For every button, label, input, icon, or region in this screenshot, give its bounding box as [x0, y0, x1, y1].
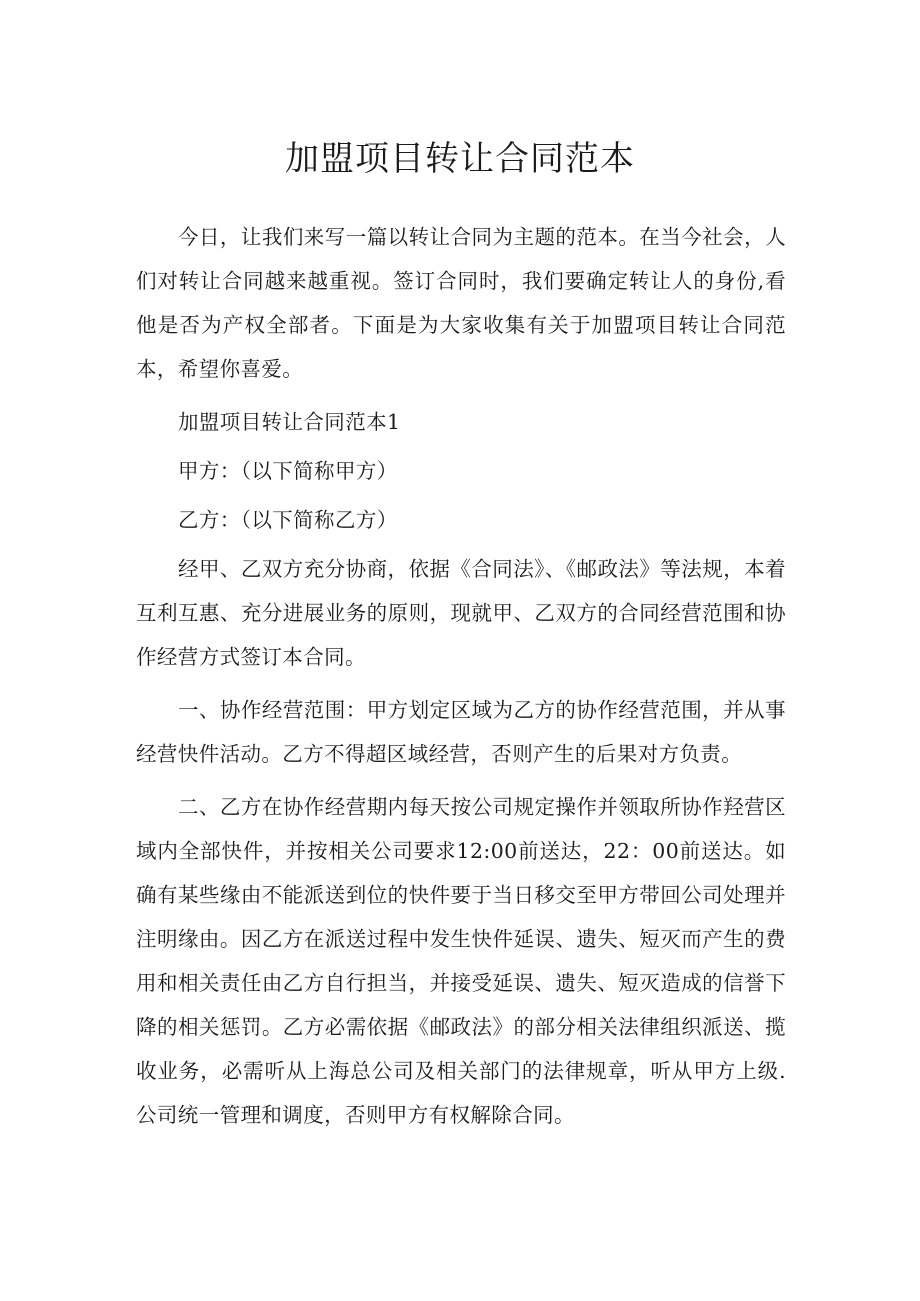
document-title: 加盟项目转让合同范本	[285, 139, 635, 179]
section-heading: 加盟项目转让合同范本1	[178, 410, 401, 434]
clause-2-paragraph: 二、乙方在协作经营期内每天按公司规定操作并领取所协作羟营区域内全部快件，并按相关公司要求12:00前送达，22：00前送达。如确有某些缘由不能派送到位的快件要于当日移交至甲方带回公司处理并注明缘由。因乙方在派送过程中发生快件延误、遗失、短灭而产生的费用和相关责任由乙方自行担当，并接受延误、遗失、短灭造成的信誉下降的相关惩罚。乙方必需依据《邮政法》的部分相关法律组织派送、揽收业务，必需听从上海总公司及相关部门的法律规章，听从甲方上级.公司统一管理和调度，否则甲方有权解除合同。	[136, 795, 786, 1127]
party-a-line: 甲方：（以下简称甲方）	[178, 459, 398, 483]
intro-paragraph: 今日，让我们来写一篇以转让合同为主题的范本。在当今社会，人们对转让合同越来越重视。签订合同时，我们要确定转让人的身份,看他是否为产权全部者。下面是为大家收集有关于加盟项目转让合同范本，希望你喜爱。	[136, 225, 786, 381]
document-body	[136, 215, 786, 1146]
clause-1-paragraph: 一、协作经营范围：甲方划定区域为乙方的协作经营范围，并从事经营快件活动。乙方不得超区域经营，否则产生的后果对方负责。	[136, 698, 786, 766]
party-b-line: 乙方：（以下简称乙方）	[178, 508, 398, 532]
preamble-paragraph: 经甲、乙双方充分协商，依据《合同法》、《邮政法》等法规，本着互利互惠、充分进展业务的原则，现就甲、乙双方的合同经营范围和协作经营方式签订本合同。	[136, 557, 786, 669]
